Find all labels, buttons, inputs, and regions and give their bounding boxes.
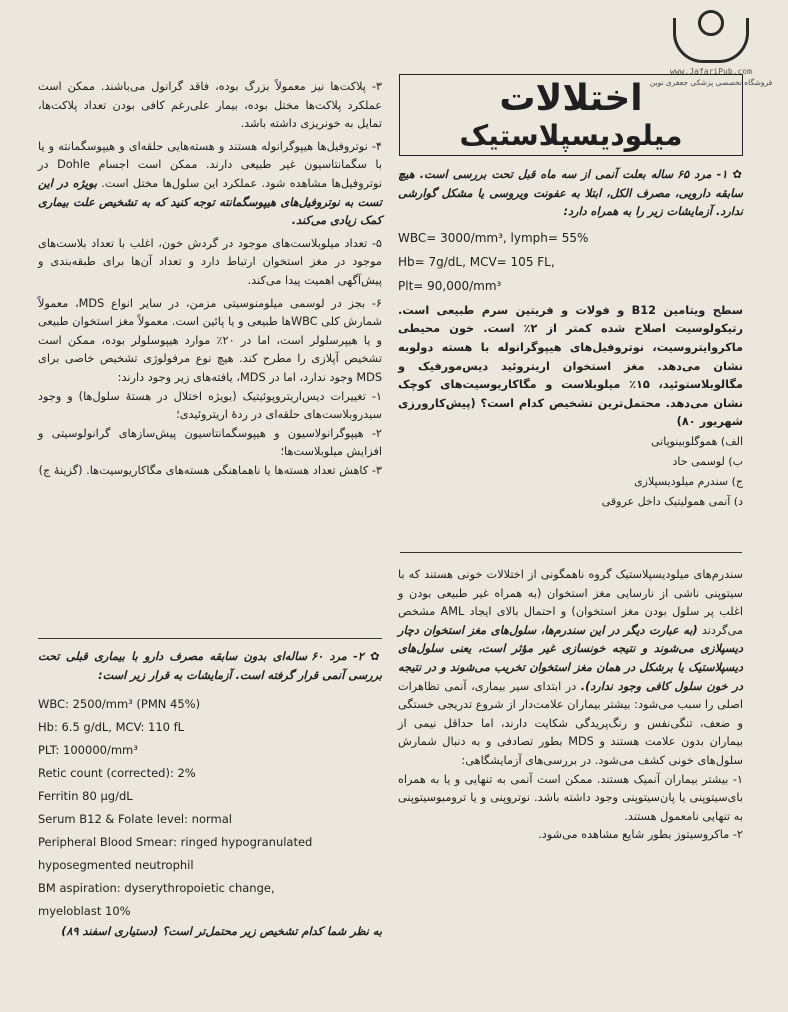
divider-right bbox=[400, 552, 742, 553]
q2-lab-4: Retic count (corrected): 2% bbox=[38, 766, 196, 781]
q1-option-b: ب) لوسمی حاد bbox=[672, 454, 743, 468]
left-item-3: ۳- پلاکت‌ها نیز معمولاً بزرگ بوده، فاقد گرانول می‌باشند. ممکن است عملکرد پلاکت‌ها مختل بوده، بیمار علی‌رغم کافی بودن تعداد پلاکت‌ها، تمایل به خونریزی داشته باشد. bbox=[38, 80, 382, 131]
chapter-title-line1: اختلالات bbox=[499, 78, 643, 119]
q2-lab-8: hyposegmented neutrophil bbox=[38, 858, 194, 873]
left-item-6: ۶- بجز در لوسمی میلومنوسیتی مزمن، در سایر انواع MDS، معمولاً شمارش کلی WBCها طبیعی و یا پائین است. معمولاً مغز استخوان طبیعی و یا هیپرسلولر است، اما در ۲۰٪ موارد هیپوسلولر بوده، ممکن است تشخیص آپلازی را مطرح کند. هیچ نوع مرفولوژی تشخیص خاصی برای MDS وجود ندارد، اما در MDS، یافته‌های زیر وجود دارند: bbox=[38, 296, 382, 384]
intro-para1-a: سندرم‌های میلودیسپلاستیک گروه ناهمگونی از اختلالات خونی هستند که با سیتوپنی ناشی از نارسایی مغز استخوان (به همراه غیر طبیعی بودن و اغلب پر سلول بودن مغز استخوان) و احتمال بالای ایجاد AML مشخص می‌گردند bbox=[398, 568, 743, 637]
q1-lab-3: Plt= 90,000/mm³ bbox=[398, 278, 502, 293]
q1-option-d: د) آنمی همولیتیک داخل عروقی bbox=[601, 494, 743, 508]
intro-para1-bold: (به عبارت دیگر در این سندرم‌ها، سلول‌های مغز استخوان دچار دیسپلازی می‌شوند و نتیجه خونسازی غیر مؤثر است، یعنی سلول‌های دیسپلاستیک یا برشکل در همان مغز استخوان تخریب می‌شوند و در نتیجه در خون سلول کافی وجود ندارد). bbox=[398, 623, 743, 693]
logo-store-name: فروشگاه تخصصی پزشکی جعفری نوین bbox=[649, 78, 773, 87]
q2-lab-2: Hb: 6.5 g/dL, MCV: 110 fL bbox=[38, 720, 185, 735]
question-2 bbox=[38, 648, 382, 942]
q1-body: سطح ویتامین B12 و فولات و فریتین سرم طبیعی است. رتیکولوسیت اصلاح شده کمتر از ۲٪ است. خون محیطی ماکروایتروسیت، نوتروفیل‌های هیپوگرانوله با هسته دولوبه نشان می‌دهد. مغز استخوان اریتروئید دیس‌مورفیک و مگالوبلاستوئید، ۱۵٪ میلوبلاست و مگاکاریوسیت‌های کوچک نشان می‌دهد. محتمل‌ترین تشخیص کدام است؟ (پیش‌کارورزی شهریور ۸۰) bbox=[398, 303, 743, 429]
intro-item-1: ۱- بیشتر بیماران آنمیک هستند. ممکن است آنمی به تنهایی و یا به همراه بای‌سیتوپنی یا پان‌سیتوپنی وجود داشته باشد. نوتروپنی و یا ترومبوسیتوپنی به تنهایی نامعمول هستند. bbox=[398, 772, 743, 823]
left-sub-3: ۳- کاهش تعداد هسته‌ها یا ناهماهنگی هسته‌های مگاکاریوسیت‌ها. (گزینهٔ ج) bbox=[38, 463, 382, 477]
logo-url: www.JafariPub.com bbox=[670, 67, 752, 76]
left-item-4-bold: بویژه در این تست به نوتروفیل‌های هیپوسگمانته توجه کنید که به تشخیص علت بیماری کمک زیادی می‌کند. bbox=[38, 176, 382, 228]
q1-lab-2: Hb= 7g/dL, MCV= 105 FL, bbox=[398, 254, 555, 269]
q2-lab-9: BM aspiration: dyserythropoietic change, bbox=[38, 881, 275, 896]
q2-lab-6: Serum B12 & Folate level: normal bbox=[38, 812, 232, 827]
left-item-5: ۵- تعداد میلوبلاست‌های موجود در گردش خون، اغلب با تعداد بلاست‌های موجود در مغز استخوان ارتباط دارد و تعداد آن‌ها برای طبقه‌بندی و پیش‌آگهی اهمیت پیدا می‌کند. bbox=[38, 236, 382, 287]
q2-lab-1: WBC: 2500/mm³ (PMN 45%) bbox=[38, 697, 201, 712]
left-item-4: ۴- نوتروفیل‌ها هیپوگرانوله هستند و هسته‌هایی حلقه‌ای و هیپوسگمانته و یا با سگمانتاسیون غیر طبیعی دارند. ممکن است اجسام Dohle در نوتروفیل‌ها مشاهده شود. عملکرد این سلول‌ها مختل است. bbox=[38, 139, 383, 190]
intro-item-2: ۲- ماکروسیتوز بطور شایع مشاهده می‌شود. bbox=[538, 828, 743, 842]
q2-lab-7: Peripheral Blood Smear: ringed hypogranulated bbox=[38, 835, 313, 850]
q2-lab-5: Ferritin 80 μg/dL bbox=[38, 789, 133, 804]
q2-lab-10: myeloblast 10% bbox=[38, 904, 131, 919]
logo-mark-icon bbox=[673, 18, 749, 63]
chapter-title-line2: میلودیسپلاستیک bbox=[459, 119, 683, 152]
question-1 bbox=[398, 166, 743, 512]
intro-text bbox=[398, 566, 743, 845]
q1-option-a: الف) هموگلوبینوپاتی bbox=[650, 434, 743, 448]
q2-stem: ✿ ۲- مرد ۶۰ ساله‌ای بدون سابقه مصرف دارو با بیماری قبلی تحت بررسی آنمی قرار گرفته است. آزمایشات به قرار زیر است: bbox=[38, 650, 382, 682]
chapter-title-box bbox=[399, 74, 743, 156]
q1-lab-1: WBC= 3000/mm³, lymph= 55% bbox=[398, 230, 589, 245]
left-sub-1: ۱- تغییرات دیس‌اریتروپوئیتیک (بویژه اختلال در هستهٔ سلول‌ها) و وجود سیدروبلاست‌های حلقه‌ای در ردهٔ اریتروئیدی؛ bbox=[38, 389, 382, 422]
q1-option-c: ج) سندرم میلودیسپلازی bbox=[634, 474, 743, 488]
left-sub-2: ۲- هیپوگرانولاسیون و هیپوسگمانتاسیون پیش‌سازهای گرانولوسیتی و افزایش میلوبلاست‌ها؛ bbox=[38, 426, 382, 459]
q2-lab-3: PLT: 100000/mm³ bbox=[38, 743, 138, 758]
q2-question: به نظر شما کدام تشخیص زیر محتمل‌تر است؟ (دستیاری اسفند ۸۹) bbox=[61, 925, 382, 939]
left-column-text bbox=[38, 78, 382, 480]
divider-left bbox=[38, 638, 382, 639]
q1-stem: ✿ ۱- مرد ۶۵ ساله بعلت آنمی از سه ماه قبل تحت بررسی است. هیچ سابقه دارویی، مصرف الکل، ابتلا به عفونت ویروسی یا مشکل گوارشی ندارد. آزمایشات زیر را به همراه دارد: bbox=[398, 168, 744, 219]
intro-para1-c: در ابتدای سیر بیماری، آنمی تظاهرات اصلی را سبب می‌شود: بیشتر بیماران علامت‌دار از شروع تدریجی خستگی و ضعف، تنگی‌نفس و رنگ‌پریدگی شکایت دارند، اما حداقل نیمی از بیماران بدون علامت هستند و MDS بطور تصادفی و به دنبال شمارش سلول‌های خونی کشف می‌شود. در بررسی‌های آزمایشگاهی: bbox=[398, 679, 744, 767]
